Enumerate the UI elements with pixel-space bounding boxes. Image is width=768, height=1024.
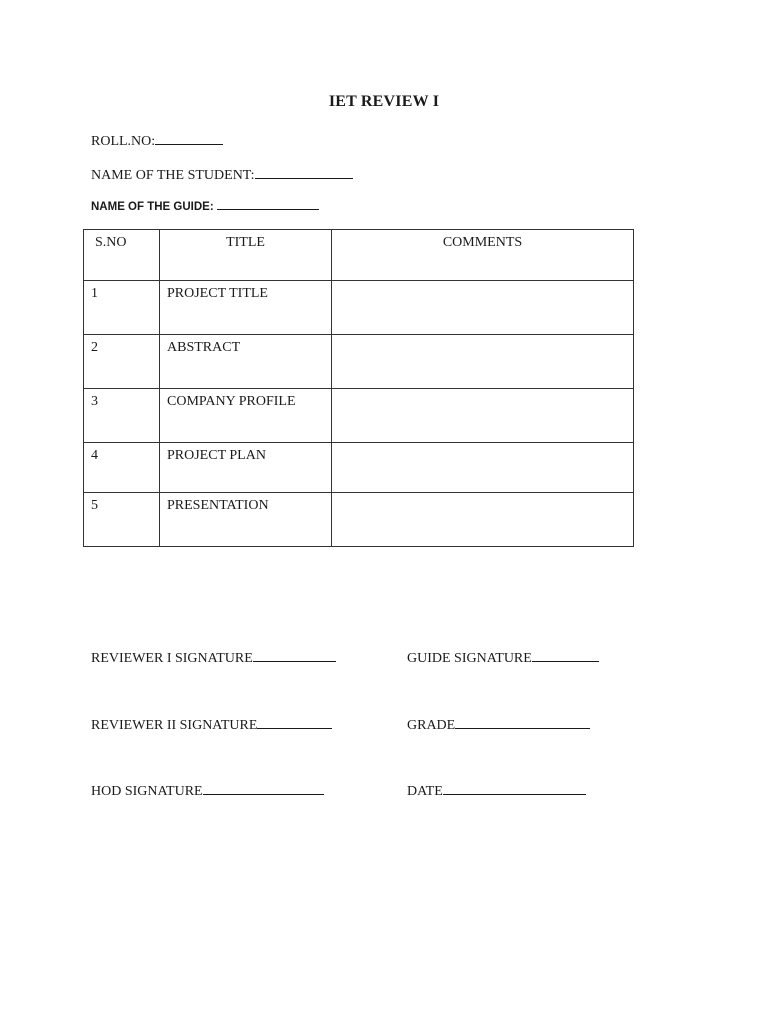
table-row — [84, 493, 634, 547]
header-sno: S.NO — [84, 230, 160, 281]
guide-signature-blank — [532, 648, 599, 662]
hod-signature-label: HOD SIGNATURE — [91, 784, 203, 799]
date-field — [407, 781, 586, 800]
row-title: COMPANY PROFILE — [160, 389, 332, 443]
row-comments — [332, 335, 634, 389]
table-row — [84, 443, 634, 493]
table-header-row — [84, 230, 634, 281]
row-title: PRESENTATION — [160, 493, 332, 547]
student-name-field — [91, 165, 353, 184]
student-name-label: NAME OF THE STUDENT: — [91, 168, 255, 183]
table-row — [84, 335, 634, 389]
row-comments — [332, 493, 634, 547]
hod-signature-blank — [203, 781, 324, 795]
row-comments — [332, 443, 634, 493]
reviewer2-signature-label: REVIEWER II SIGNATURE — [91, 718, 258, 733]
header-title: TITLE — [160, 230, 332, 281]
row-title: PROJECT TITLE — [160, 281, 332, 335]
row-sno: 5 — [84, 493, 160, 547]
student-name-blank — [255, 165, 353, 179]
row-title: PROJECT PLAN — [160, 443, 332, 493]
review-table — [83, 229, 634, 547]
roll-no-label: ROLL.NO: — [91, 134, 156, 149]
guide-name-blank — [217, 199, 319, 210]
grade-label: GRADE — [407, 718, 456, 733]
date-label: DATE — [407, 784, 443, 799]
roll-no-blank — [155, 131, 223, 145]
row-title: ABSTRACT — [160, 335, 332, 389]
header-comments: COMMENTS — [332, 230, 634, 281]
hod-signature-field — [91, 781, 324, 800]
table-row — [84, 389, 634, 443]
roll-no-field — [91, 131, 223, 150]
reviewer2-signature-field — [91, 715, 332, 734]
reviewer1-signature-label: REVIEWER I SIGNATURE — [91, 651, 253, 666]
row-comments — [332, 389, 634, 443]
guide-signature-field — [407, 648, 599, 667]
grade-field — [407, 715, 590, 734]
guide-name-label: NAME OF THE GUIDE: — [91, 201, 214, 213]
table-row — [84, 281, 634, 335]
guide-signature-label: GUIDE SIGNATURE — [407, 651, 532, 666]
reviewer1-signature-blank — [253, 648, 336, 662]
row-comments — [332, 281, 634, 335]
reviewer2-signature-blank — [257, 715, 332, 729]
guide-name-field — [91, 199, 319, 213]
date-blank — [443, 781, 586, 795]
reviewer1-signature-field — [91, 648, 336, 667]
row-sno: 1 — [84, 281, 160, 335]
row-sno: 2 — [84, 335, 160, 389]
document-title: IET REVIEW I — [328, 93, 440, 110]
row-sno: 4 — [84, 443, 160, 493]
row-sno: 3 — [84, 389, 160, 443]
grade-blank — [455, 715, 590, 729]
